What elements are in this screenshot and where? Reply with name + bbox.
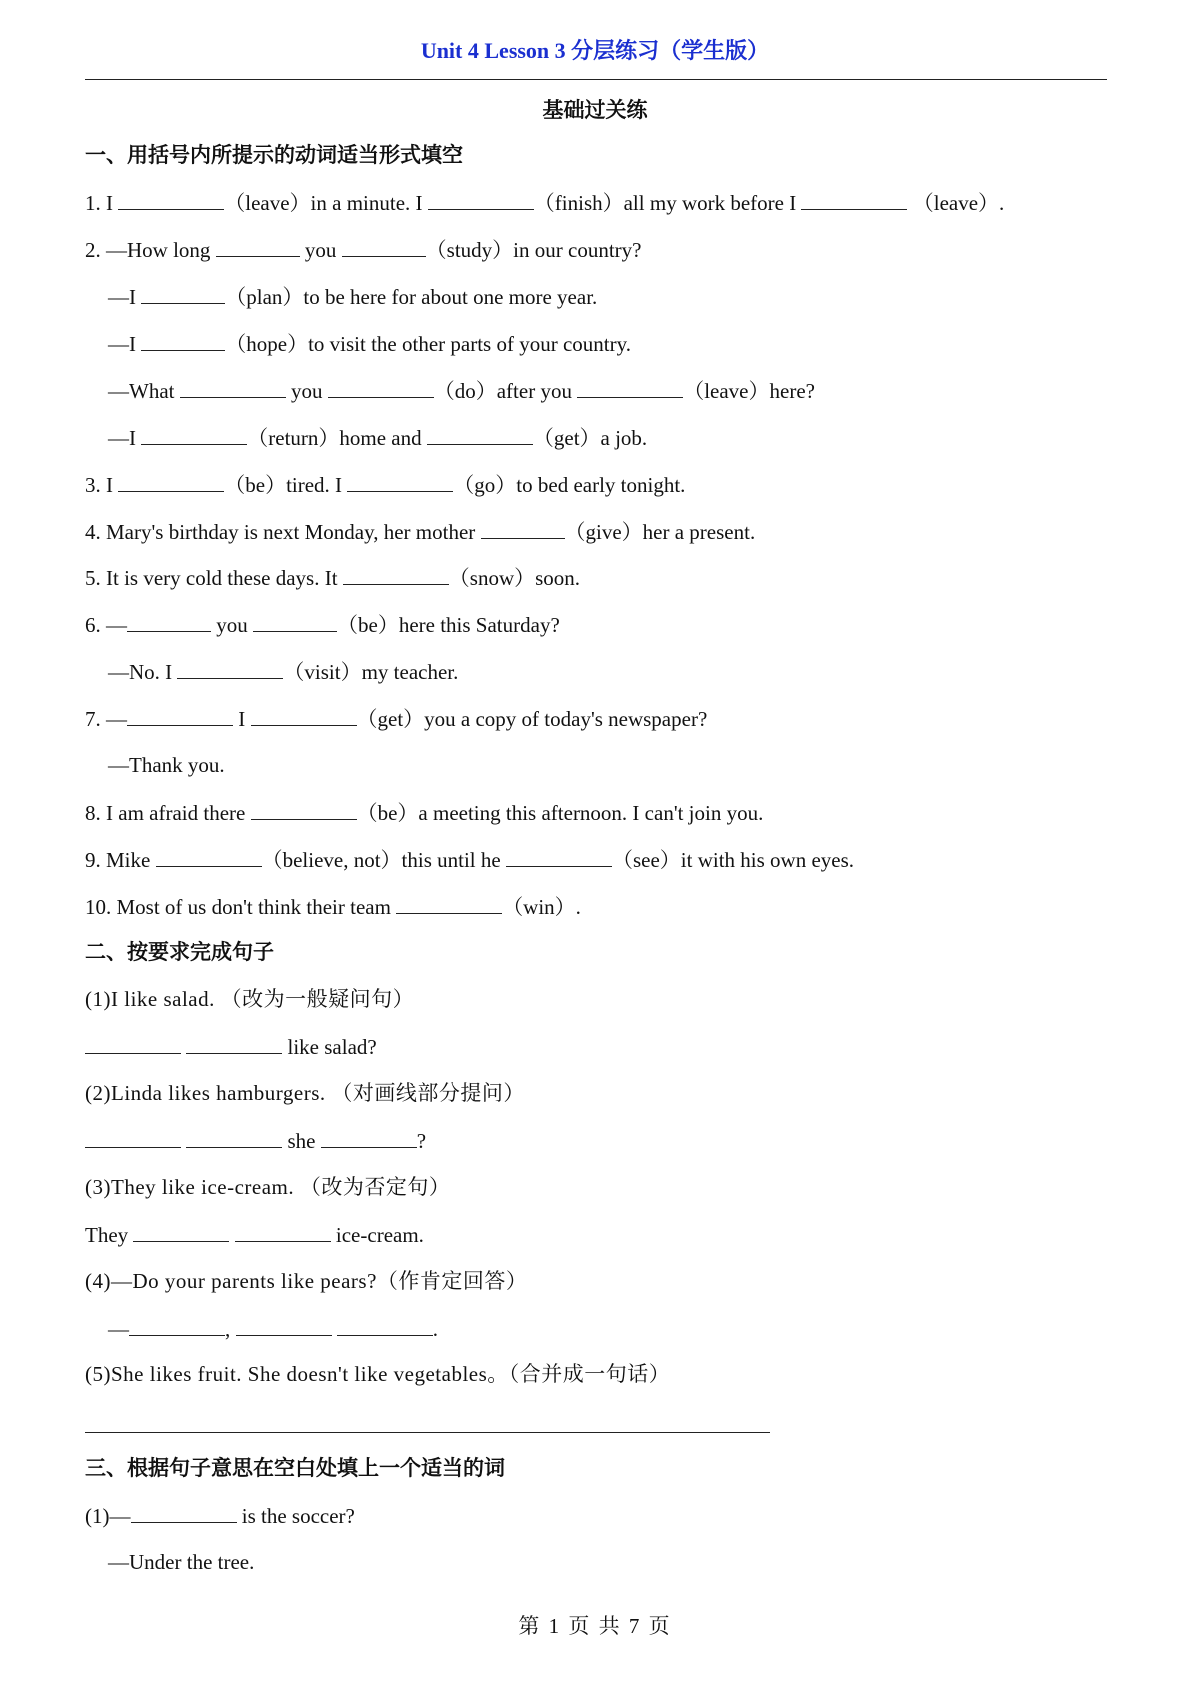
answer-blank[interactable] bbox=[156, 844, 262, 867]
answer-blank[interactable] bbox=[177, 656, 283, 679]
answer-blank[interactable] bbox=[577, 375, 683, 398]
exercise-line: —I （plan）to be here for about one more year. bbox=[108, 281, 597, 311]
answer-blank[interactable] bbox=[235, 1219, 331, 1242]
section-subtitle: 基础过关练 bbox=[542, 98, 648, 122]
answer-blank[interactable] bbox=[396, 891, 502, 914]
answer-blank[interactable] bbox=[236, 1313, 332, 1336]
exercise-line: 8. I am afraid there （be）a meeting this afternoon. I can't join you. bbox=[85, 797, 763, 827]
answer-blank[interactable] bbox=[251, 797, 357, 820]
answer-blank[interactable] bbox=[251, 703, 357, 726]
answer-line: — , . bbox=[108, 1313, 438, 1343]
answer-line: They ice-cream. bbox=[85, 1219, 424, 1249]
answer-blank[interactable] bbox=[337, 1313, 433, 1336]
answer-blank[interactable] bbox=[481, 516, 565, 539]
answer-blank[interactable] bbox=[129, 1313, 225, 1336]
exercise-line: 2. —How long you （study）in our country? bbox=[85, 234, 641, 264]
answer-blank[interactable] bbox=[427, 422, 533, 445]
answer-blank[interactable] bbox=[801, 187, 907, 210]
question-line: (1)— is the soccer? bbox=[85, 1500, 355, 1530]
answer-blank[interactable] bbox=[347, 469, 453, 492]
answer-blank[interactable] bbox=[343, 562, 449, 585]
question-line: (3)They like ice-cream. （改为否定句） bbox=[85, 1175, 451, 1199]
section-1-heading: 一、用括号内所提示的动词适当形式填空 bbox=[85, 143, 463, 167]
answer-blank[interactable] bbox=[253, 609, 337, 632]
question-line: (2)Linda likes hamburgers. （对画线部分提问） bbox=[85, 1081, 525, 1105]
answer-blank[interactable] bbox=[186, 1125, 282, 1148]
title-divider bbox=[85, 79, 1107, 80]
answer-blank[interactable] bbox=[141, 281, 225, 304]
answer-blank[interactable] bbox=[133, 1219, 229, 1242]
question-line: (4)—Do your parents like pears?（作肯定回答） bbox=[85, 1269, 528, 1293]
answer-blank[interactable] bbox=[141, 422, 247, 445]
answer-blank[interactable] bbox=[506, 844, 612, 867]
exercise-line: —What you （do）after you （leave）here? bbox=[108, 375, 815, 405]
answer-blank[interactable] bbox=[321, 1125, 417, 1148]
answer-blank[interactable] bbox=[85, 1031, 181, 1054]
answer-line: like salad? bbox=[85, 1031, 377, 1061]
question-line: (1)I like salad. （改为一般疑问句） bbox=[85, 987, 415, 1011]
answer-blank[interactable] bbox=[118, 187, 224, 210]
exercise-line: —Thank you. bbox=[108, 753, 225, 777]
section-3-heading: 三、根据句子意思在空白处填上一个适当的词 bbox=[85, 1456, 505, 1480]
answer-blank[interactable] bbox=[118, 469, 224, 492]
answer-blank[interactable] bbox=[127, 703, 233, 726]
answer-line: —Under the tree. bbox=[108, 1550, 255, 1574]
exercise-line: —I （return）home and （get）a job. bbox=[108, 422, 647, 452]
exercise-line: 6. — you （be）here this Saturday? bbox=[85, 609, 560, 639]
section-2-heading: 二、按要求完成句子 bbox=[85, 940, 274, 964]
question-line: (5)She likes fruit. She doesn't like vegetables。（合并成一句话） bbox=[85, 1362, 671, 1386]
exercise-line: 5. It is very cold these days. It （snow）soon. bbox=[85, 562, 580, 592]
exercise-line: 9. Mike （believe, not）this until he （see）it with his own eyes. bbox=[85, 844, 854, 874]
answer-blank[interactable] bbox=[342, 234, 426, 257]
exercise-line: 1. I （leave）in a minute. I （finish）all my work before I （leave）. bbox=[85, 187, 1004, 217]
exercise-line: 3. I （be）tired. I （go）to bed early tonight. bbox=[85, 469, 685, 499]
answer-blank[interactable] bbox=[428, 187, 534, 210]
answer-blank[interactable] bbox=[186, 1031, 282, 1054]
exercise-line: 10. Most of us don't think their team （win）. bbox=[85, 891, 581, 921]
page-number: 第 1 页 共 7 页 bbox=[518, 1614, 672, 1638]
exercise-line: 7. — I （get）you a copy of today's newspaper? bbox=[85, 703, 707, 733]
exercise-line: 4. Mary's birthday is next Monday, her mother （give）her a present. bbox=[85, 516, 755, 546]
page-title: Unit 4 Lesson 3 分层练习（学生版） bbox=[420, 38, 770, 63]
exercise-line: —I （hope）to visit the other parts of your country. bbox=[108, 328, 631, 358]
answer-blank[interactable] bbox=[127, 609, 211, 632]
answer-line: she ? bbox=[85, 1125, 426, 1155]
answer-blank[interactable] bbox=[141, 328, 225, 351]
answer-line-blank[interactable] bbox=[85, 1432, 770, 1433]
answer-blank[interactable] bbox=[131, 1500, 237, 1523]
answer-blank[interactable] bbox=[180, 375, 286, 398]
answer-blank[interactable] bbox=[216, 234, 300, 257]
answer-blank[interactable] bbox=[328, 375, 434, 398]
answer-blank[interactable] bbox=[85, 1125, 181, 1148]
exercise-line: —No. I （visit）my teacher. bbox=[108, 656, 458, 686]
